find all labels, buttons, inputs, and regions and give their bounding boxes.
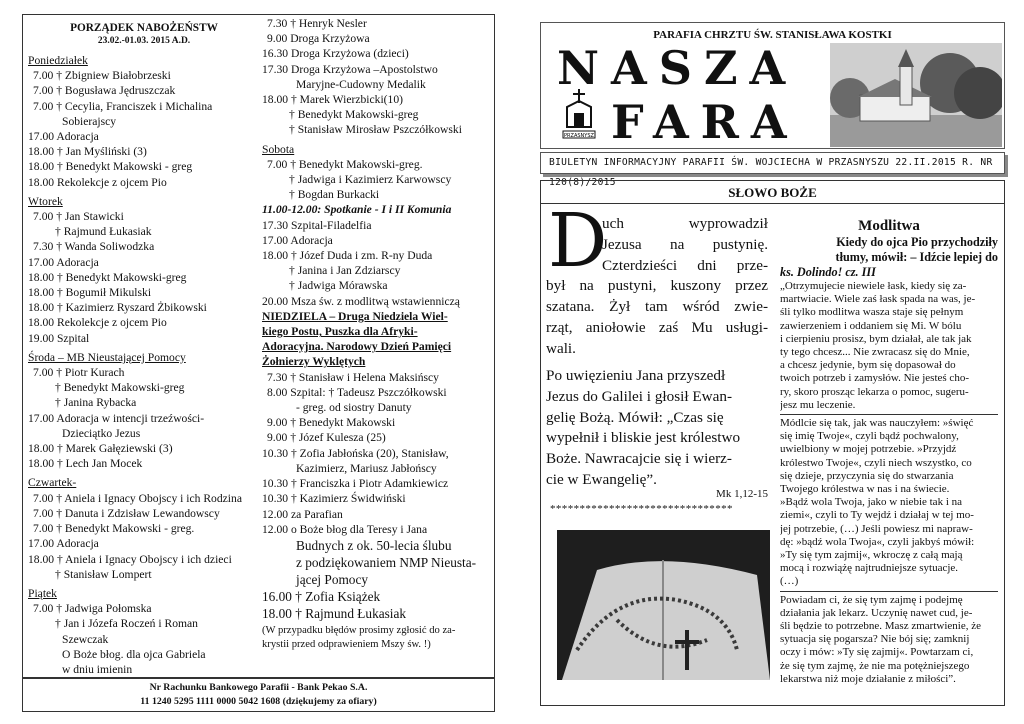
note-line: krystii przed odprawieniem Mszy św. !) — [262, 638, 431, 650]
schedule-day-heading: Sobota — [262, 142, 295, 156]
schedule-entry: 12.00 za Parafian — [262, 507, 343, 521]
prayer-line: oczy i mów: »Ty się zajmij«. Powtarzam ci, — [780, 646, 974, 659]
schedule-entry: 18.00 † Jan Myśliński (3) — [28, 145, 147, 159]
prayer-line: jesz mu leczenie. — [780, 398, 856, 411]
prayer-line: Twojego królestwa w nas i na świecie. — [780, 483, 950, 496]
schedule-entry: 7.00 † Aniela i Ignacy Obojscy i ich Rodzina — [33, 491, 242, 505]
schedule-entry: 17.00 Adoracja w intencji trzeźwości- — [28, 411, 205, 425]
schedule-entry: † Benedykt Makowski-greg — [289, 108, 419, 122]
schedule-entry: 18.00 Rekolekcje z ojcem Pio — [28, 175, 167, 189]
schedule-entry: 20.00 Msza św. z modlitwą wstawienniczą — [262, 294, 460, 308]
prayer-line: Módlcie się tak, jak was nauczyłem: »święć — [780, 417, 974, 430]
note-line: (W przypadku błędów prosimy zgłosić do za- — [262, 624, 456, 636]
schedule-day-heading: Piątek — [28, 586, 57, 600]
schedule-entry: † Stanisław Mirosław Pszczółkowski — [289, 123, 462, 137]
prayer-line: twoich potrzeb i zamysłów. Nie jesteś cho- — [780, 372, 969, 385]
prayer-line: działania jak lekarz. Uczynię nawet cud, je- — [780, 606, 973, 619]
gospel-reference: Mk 1,12-15 — [716, 488, 768, 500]
schedule-entry: 18.00 † Benedykt Makowski-greg — [28, 270, 187, 284]
schedule-entry: 16.30 Droga Krzyżowa (dzieci) — [262, 47, 409, 61]
prayer-line: martwiacie. Wiele zaś łask spada na was, je- — [780, 293, 976, 306]
prayer-line: „Otrzymujecie niewiele łask, kiedy się za- — [780, 280, 967, 292]
star-divider: ******************************* — [550, 503, 733, 515]
schedule-entry: 10.30 † Zofia Jabłońska (20), Stanisław, — [262, 446, 449, 460]
prayer-line: jej potrzebie, (…) Jeśli powiesz mi napraw- — [780, 522, 973, 535]
church-logo-icon — [559, 87, 599, 143]
schedule-entry: 7.00 † Cecylia, Franciszek i Michalina — [33, 99, 213, 113]
gospel-line: wali. — [546, 339, 576, 357]
church-photo — [830, 43, 1002, 147]
parish-name: PARAFIA CHRZTU ŚW. STANISŁAWA KOSTKI — [653, 29, 892, 41]
schedule-entry: 18.00 † Józef Duda i zm. R-ny Duda — [262, 249, 433, 263]
prayer-paragraph-3 — [780, 594, 998, 686]
schedule-entry: 17.00 Adoracja — [28, 255, 99, 269]
schedule-entry: 18.00 † Marek Gałęziewski (3) — [28, 442, 173, 456]
schedule-entry: 12.00 o Boże błog dla Teresy i Jana — [262, 522, 428, 536]
schedule-entry: 9.00 † Benedykt Makowski — [267, 416, 396, 430]
schedule-entry: † Bogdan Burkacki — [289, 188, 380, 202]
title-nasza: NASZA — [557, 41, 798, 95]
schedule-entry: 18.00 † Rajmund Łukasiak — [262, 605, 407, 621]
schedule-entry: † Stanisław Lompert — [55, 567, 152, 581]
gospel-line: uch wyprowadził — [602, 215, 768, 232]
schedule-title: PORZĄDEK NABOŻEŃSTW — [70, 22, 218, 34]
schedule-entry: 7.00 † Piotr Kurach — [33, 366, 125, 380]
schedule-entry: 7.30 † Wanda Soliwodzka — [33, 240, 155, 254]
lead-line: ks. Dolindo! cz. III — [780, 265, 876, 279]
schedule-day-heading: Czwartek- — [28, 476, 77, 490]
lead-line: Kiedy do ojca Pio przychodziły — [836, 235, 998, 249]
schedule-entry: 18.00 † Lech Jan Mocek — [28, 457, 143, 471]
masthead — [540, 22, 1005, 149]
schedule-entry: † Janina i Jan Zdziarscy — [289, 264, 401, 278]
lead-line: tłumy, mówił: – Idźcie lepiej do — [835, 250, 998, 264]
schedule-entry: † Jadwiga Mórawska — [289, 279, 388, 293]
bulletin-line: BIULETYN INFORMACYJNY PARAFII ŚW. WOJCIECHA W PRZASNYSZU 22.II.2015 R. NR 120(8)/2015 — [540, 152, 1005, 174]
schedule-entry: Szewczak — [62, 632, 109, 646]
schedule-entry: 10.30 † Franciszka i Piotr Adamkiewicz — [262, 477, 449, 491]
schedule-entry: 16.00 † Zofia Książek — [262, 588, 381, 604]
schedule-list-1 — [28, 53, 260, 677]
schedule-day-heading: Środa – MB Nieustającej Pomocy — [28, 350, 186, 364]
prayer-line: śli tylko modlitwa wasza staje się pełnym — [780, 306, 964, 319]
schedule-entry: Maryjne-Cudowny Medalik — [296, 77, 426, 91]
prayer-line: królestwo Twoje«, czyli niech wszystko, co — [780, 456, 972, 469]
logo-text: PRZASNYSZ — [564, 133, 594, 139]
rosary-bible-photo — [557, 530, 770, 680]
schedule-entry: 11.00-12.00: Spotkanie - I i II Komunia — [262, 203, 452, 217]
schedule-column-1 — [28, 22, 260, 677]
schedule-entry: Sobierajscy — [62, 114, 117, 128]
prayer-line: uwielbiony w mojej potrzebie. »Przyjdź — [780, 443, 957, 456]
prayer-line: i cierpieniu prosisz, bym działał, ale tak jak — [780, 332, 972, 345]
bank-account: 11 1240 5295 1111 0000 5042 1608 (dziękujemy za ofiary) — [140, 696, 377, 707]
slowo-heading: SŁOWO BOŻE — [728, 185, 817, 200]
schedule-entry: 7.00 † Bogusława Jędruszczak — [33, 84, 176, 98]
bank-footer — [22, 678, 495, 712]
gospel-text — [546, 214, 768, 360]
schedule-entry: 7.00 † Benedykt Makowski-greg. — [267, 157, 423, 171]
schedule-entry: 7.30 † Henryk Nesler — [267, 17, 367, 30]
schedule-entry: † Jadwiga i Kazimierz Karwowscy — [289, 173, 452, 187]
gospel-line: rząt, aniołowie zaś Mu usługi- — [546, 318, 768, 336]
gospel-line: Jezus do Galilei i głosił Ewan- — [546, 387, 733, 405]
schedule-entry: 7.00 † Benedykt Makowski - greg. — [33, 522, 195, 536]
schedule-column-2 — [262, 16, 488, 652]
schedule-entry: Żołnierzy Wyklętych — [262, 355, 366, 369]
schedule-entry: NIEDZIELA – Druga Niedziela Wiel- — [262, 309, 448, 323]
drop-cap: D — [548, 198, 608, 284]
prayer-line: dę: »bądź wola Twoja«, czyli jakbyś mówił: — [780, 535, 975, 548]
schedule-entry: 18.00 † Benedykt Makowski - greg — [28, 160, 193, 174]
schedule-entry: O Boże błog. dla ojca Gabriela — [62, 647, 206, 661]
schedule-entry: 7.00 † Jan Stawicki — [33, 210, 124, 224]
bank-line: Nr Rachunku Bankowego Parafii - Bank Pekao S.A. — [149, 682, 368, 693]
schedule-day-heading: Wtorek — [28, 194, 63, 208]
schedule-entry: † Rajmund Łukasiak — [55, 225, 152, 239]
prayer-paragraph-2 — [780, 417, 998, 589]
prayer-column — [780, 218, 998, 686]
schedule-entry: 17.00 Adoracja — [28, 130, 99, 144]
schedule-entry: w dniu imienin — [62, 662, 133, 676]
gospel-line: Boże. Nawracajcie się i wierz- — [546, 450, 732, 468]
schedule-entry: Budnych z ok. 50-lecia ślubu — [296, 537, 452, 553]
schedule-day-heading: Poniedziałek — [28, 54, 88, 67]
schedule-entry: 18.00 † Aniela i Ignacy Obojscy i ich dzieci — [28, 552, 232, 566]
prayer-line: się dzieje, przyczynia się do stwarzania — [780, 469, 954, 482]
prayer-line: ty tego chcesz... Nie zwracasz się do Mnie, — [780, 346, 970, 359]
schedule-entry: Adoracyjna. Narodowy Dzień Pamięci — [262, 340, 452, 354]
prayer-line: lekarstwa niż moje działanie z miłości”. — [780, 672, 956, 685]
schedule-entry: 7.00 † Danuta i Zdzisław Lewandowscy — [33, 506, 220, 520]
prayer-line: mocą i rozwiążę najtrudniejsze sytuacje. — [780, 562, 959, 575]
gospel-line: Czterdzieści dni prze- — [602, 256, 768, 274]
schedule-entry: † Benedykt Makowski-greg — [55, 381, 185, 395]
schedule-entry: 7.00 † Jadwiga Połomska — [33, 602, 152, 616]
gospel-line: Jezusa na pustynię. — [602, 235, 768, 253]
schedule-entry: jącej Pomocy — [296, 571, 369, 587]
prayer-line: śli będzie to potrzebne. Masz zmartwienie, że — [780, 620, 981, 633]
schedule-entry: 19.00 Szpital — [28, 331, 90, 345]
prayer-line: się imię Twoje«, czyli bądź pochwalony, — [780, 430, 959, 443]
schedule-entry: 7.30 † Stanisław i Helena Maksińscy — [267, 370, 439, 384]
schedule-dates: 23.02.-01.03. 2015 A.D. — [97, 36, 191, 46]
schedule-entry: 18.00 Rekolekcje z ojcem Pio — [28, 316, 167, 330]
schedule-entry: 7.00 † Zbigniew Białobrzeski — [33, 69, 171, 83]
schedule-entry: - greg. od siostry Danuty — [296, 401, 412, 415]
schedule-entry: 8.00 Szpital: † Tadeusz Pszczółkowski — [267, 385, 447, 399]
gospel-line: był na pustyni, kuszony przez — [546, 277, 768, 295]
schedule-entry: 17.00 Adoracja — [28, 537, 99, 551]
gospel-line: wypełnił i bliskie jest królestwo — [546, 429, 741, 447]
prayer-line: »Ty się tym zajmij«, wkroczę z całą mają — [780, 549, 963, 562]
schedule-entry: 18.00 † Marek Wierzbicki(10) — [262, 93, 403, 107]
gospel-line: Po uwięzieniu Jana przyszedł — [546, 367, 726, 384]
prayer-line: ry, skoro prosząc lekarza o pomoc, sugeru- — [780, 385, 969, 398]
schedule-list-2 — [262, 16, 488, 622]
title-fara: FARA — [611, 95, 799, 149]
prayer-title: Modlitwa — [858, 218, 920, 234]
schedule-entry: † Jan i Józefa Roczeń i Roman — [55, 617, 198, 631]
schedule-entry: 10.30 † Kazimierz Świdwiński — [262, 492, 406, 506]
schedule-entry: Kazimierz, Mariusz Jabłońscy — [296, 461, 437, 475]
prayer-line: zawierzeniem i oddaniem się Mi. W bólu — [780, 319, 962, 332]
prayer-line: a chcesz jedynie, bym się dopasował do — [780, 359, 956, 372]
prayer-line: sytuacja się pogarsza? Nie bój się; zamknij — [780, 633, 970, 646]
prayer-line: »Bądź wola Twoja, jako w niebie tak i na — [780, 496, 963, 509]
schedule-entry: 17.00 Adoracja — [262, 233, 333, 247]
schedule-entry: z podziękowaniem NMP Nieusta- — [296, 554, 477, 570]
prayer-paragraph-1 — [780, 280, 998, 412]
schedule-entry: 9.00 † Józef Kulesza (25) — [267, 431, 386, 445]
schedule-entry: 17.30 Droga Krzyżowa –Apostolstwo — [262, 62, 438, 76]
prayer-line: (…) — [780, 575, 799, 588]
slowo-rule — [541, 203, 1004, 204]
gospel-line: gelię Bożą. Mówił: „Czas się — [546, 408, 724, 426]
prayer-lead — [780, 235, 998, 280]
schedule-entry: † Janina Rybacka — [55, 396, 137, 410]
schedule-entry: kiego Postu, Puszka dla Afryki- — [262, 325, 418, 339]
schedule-note — [262, 624, 488, 652]
prayer-line: Powiadam ci, że się tym zajmę i podejmę — [780, 593, 963, 606]
schedule-entry: 18.00 † Bogumił Mikulski — [28, 286, 152, 300]
schedule-entry: 9.00 Droga Krzyżowa — [267, 32, 370, 46]
schedule-entry: Dzieciątko Jezus — [62, 426, 141, 440]
prayer-line: że się tym zajmę, że nie ma potężniejszego — [780, 659, 970, 672]
gospel-line: szatana. Żył tam wśród zwie- — [546, 298, 768, 316]
schedule-entry: 17.30 Szpital-Filadelfia — [262, 218, 372, 232]
prayer-divider — [780, 591, 998, 592]
gospel-text-2 — [546, 366, 768, 491]
schedule-entry: 18.00 † Kazimierz Ryszard Żbikowski — [28, 301, 207, 315]
prayer-divider — [780, 414, 998, 415]
gospel-line: cie w Ewangelię”. — [546, 470, 657, 488]
prayer-line: ziemi«, czyli to Ty wejdź i działaj w tej mo- — [780, 509, 974, 522]
